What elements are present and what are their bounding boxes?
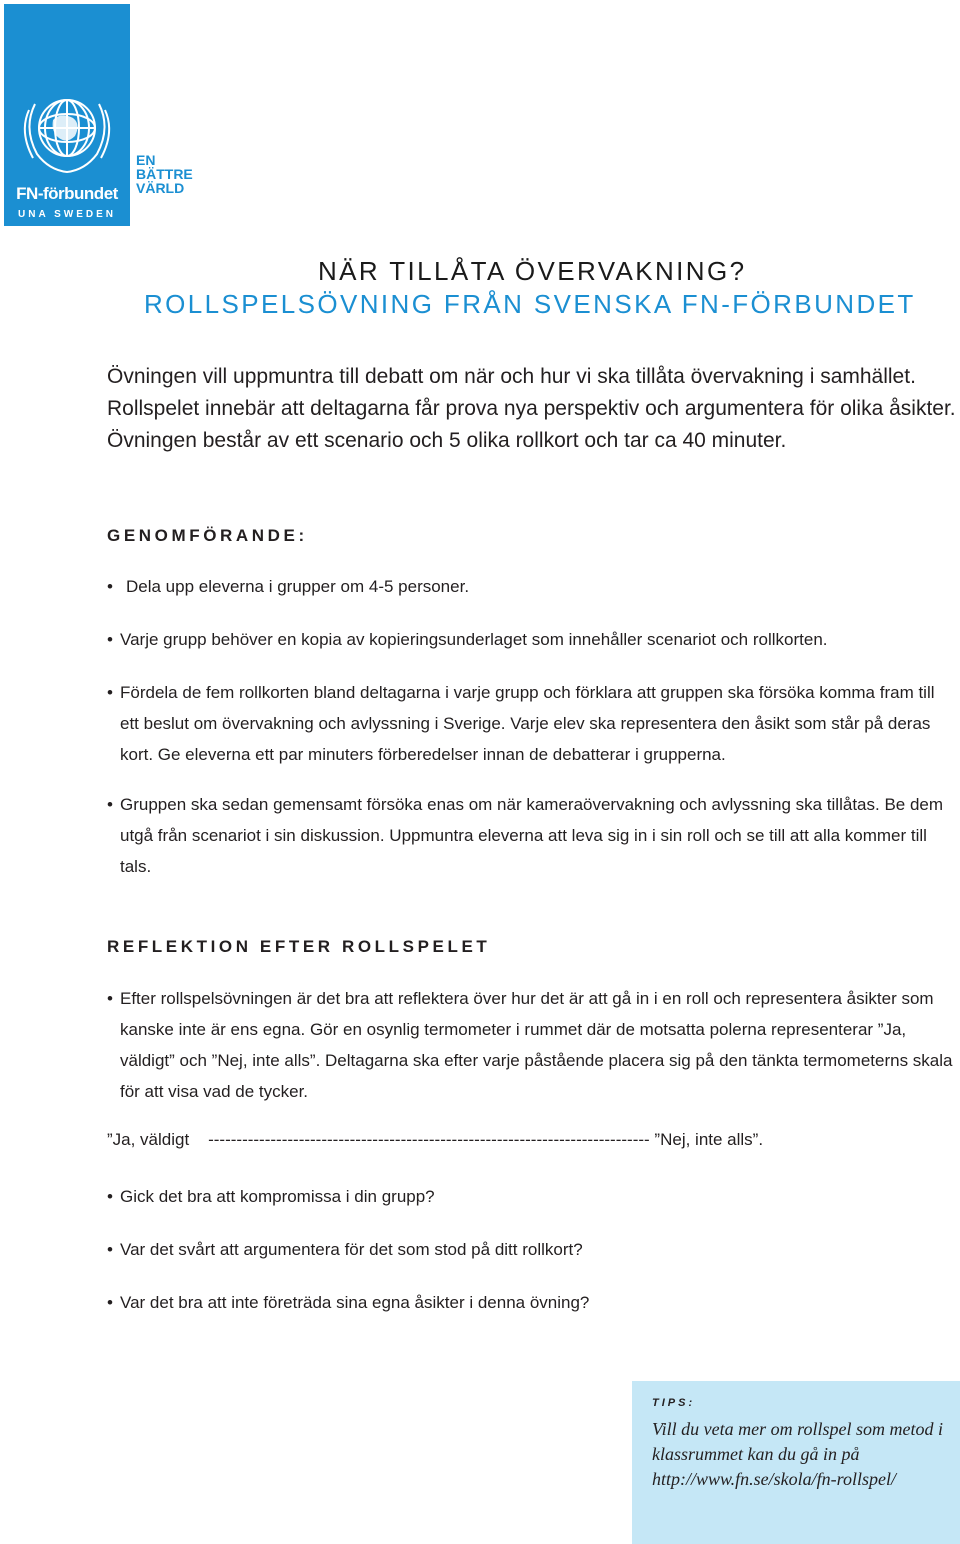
list-item [107, 1181, 957, 1212]
list-item [107, 1234, 957, 1265]
list-item [107, 1287, 957, 1318]
logo-name: FN-förbundet [16, 184, 118, 203]
page-subtitle: ROLLSPELSÖVNING FRÅN SVENSKA FN-FÖRBUNDET [144, 289, 916, 319]
list-item [107, 789, 957, 882]
intro-line: Rollspelet innebär att deltagarna får prova nya perspektiv och argumentera för olika åsikter. [107, 397, 956, 420]
intro-text [107, 361, 957, 457]
page-title: NÄR TILLÅTA ÖVERVAKNING? [318, 256, 747, 286]
bullet-icon: • [107, 1240, 113, 1259]
list-item-text: Var det svårt att argumentera för det som stod på ditt rollkort? [120, 1240, 583, 1259]
scale-dashes: ------------------------------------------------------------------------------ [208, 1130, 650, 1149]
section-heading-reflektion: REFLEKTION EFTER ROLLSPELET [107, 937, 491, 956]
list-item [107, 571, 957, 602]
list-item-text: Varje grupp behöver en kopia av kopieringsunderlaget som innehåller scenariot och rollkorten. [120, 630, 828, 649]
tips-box [632, 1381, 960, 1544]
list-item [107, 624, 957, 655]
tagline-line: EN [136, 152, 156, 168]
bullet-icon: • [107, 577, 113, 596]
list-item-text: Gruppen ska sedan gemensamt försöka enas om när kameraövervakning och avlyssning ska tillåtas. Be dem utgå från scenariot i sin diskussion. Uppmuntra eleverna att leva sig in i sin roll och se till att alla kommer till tals. [120, 795, 944, 876]
bullet-icon: • [107, 630, 113, 649]
bullet-icon: • [107, 683, 113, 702]
list-item-text: Var det bra att inte företräda sina egna åsikter i denna övning? [120, 1293, 590, 1312]
scale-left-label: ”Ja, väldigt [107, 1130, 190, 1149]
tips-label: TIPS: [652, 1397, 696, 1409]
list-item-text: Gick det bra att kompromissa i din grupp? [120, 1187, 435, 1206]
intro-line: Övningen består av ett scenario och 5 olika rollkort och tar ca 40 minuter. [107, 429, 787, 452]
un-emblem-icon [15, 92, 119, 180]
logo-tagline [136, 153, 206, 195]
tagline-line: BÄTTRE [136, 166, 193, 182]
list-item-text: Efter rollspelsövningen är det bra att reflektera över hur det är att gå in i en roll och representera åsikter som kanske inte är ens egna. Gör en osynlig termometer i rummet där de motsatta polerna representerar ”Ja, väldigt” och ”Nej, inte alls”. Deltagarna ska efter varje påstående placera sig på den tänkta termometerns skala för att visa vad de tycker. [120, 989, 953, 1101]
thermometer-scale [107, 1130, 937, 1150]
list-item [107, 677, 957, 770]
scale-right-label: ”Nej, inte alls”. [654, 1130, 764, 1149]
bullet-icon: • [107, 1187, 113, 1206]
bullet-icon: • [107, 989, 113, 1008]
fn-logo [4, 4, 130, 226]
tips-text: Vill du veta mer om rollspel som metod i klassrummet kan du gå in på http://www.fn.se/skola/fn-rollspel/ [652, 1419, 943, 1489]
tagline-line: VÄRLD [136, 180, 185, 196]
list-item-text: Fördela de fem rollkorten bland deltagarna i varje grupp och förklara att gruppen ska försöka komma fram till ett beslut om övervakning och avlyssning i Sverige. Varje elev ska representera den åsikt som står på deras kort. Ge eleverna ett par minuters förberedelser innan de debatterar i grupperna. [120, 683, 935, 764]
logo-subtitle: UNA SWEDEN [18, 209, 116, 220]
intro-line: Övningen vill uppmuntra till debatt om när och hur vi ska tillåta övervakning i samhället. [107, 365, 916, 388]
list-item [107, 983, 957, 1107]
section-heading-genomforande: GENOMFÖRANDE: [107, 526, 308, 545]
list-item-text: Dela upp eleverna i grupper om 4-5 personer. [126, 577, 470, 596]
bullet-icon: • [107, 1293, 113, 1312]
bullet-icon: • [107, 795, 113, 814]
